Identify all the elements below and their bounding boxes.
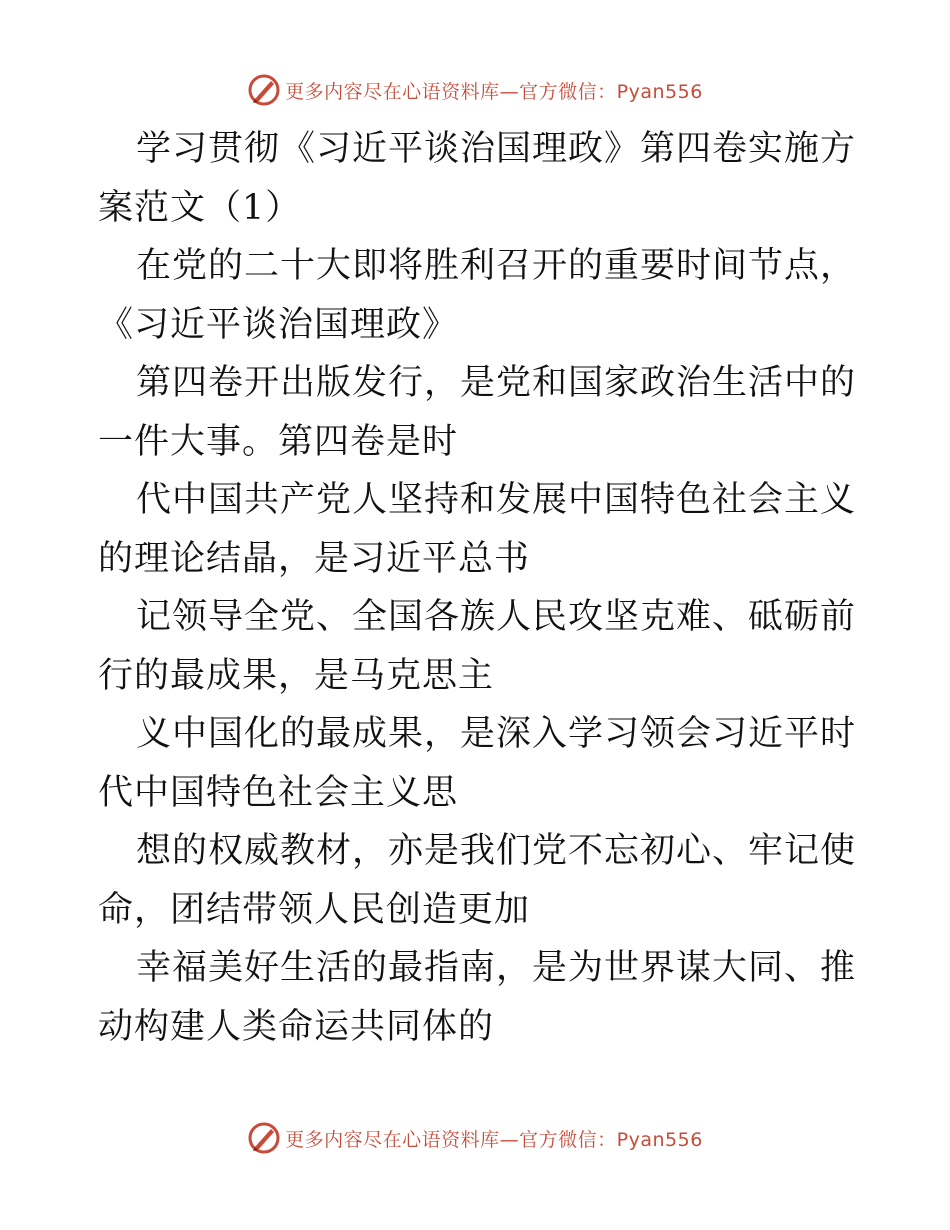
header-watermark-text: 更多内容尽在心语资料库—官方微信：Pyan556 — [285, 80, 703, 103]
header-watermark — [0, 70, 950, 110]
paragraph: 义中国化的最成果，是深入学习领会习近平时代中国特色社会主义思 — [98, 714, 857, 813]
paragraph: 幸福美好生活的最指南，是为世界谋大同、推动构建人类命运共同体的 — [98, 948, 857, 1047]
paragraph: 在党的二十大即将胜利召开的重要时间节点，《习近平谈治国理政》 — [98, 246, 857, 345]
paragraph: 代中国共产党人坚持和发展中国特色社会主义的理论结晶，是习近平总书 — [98, 480, 857, 579]
pen-logo-icon — [247, 73, 281, 107]
footer-watermark-text: 更多内容尽在心语资料库—官方微信：Pyan556 — [285, 1128, 703, 1151]
paragraph: 想的权威教材，亦是我们党不忘初心、牢记使命，团结带领人民创造更加 — [98, 831, 857, 930]
footer-watermark — [0, 1118, 950, 1158]
document-title: 学习贯彻《习近平谈治国理政》第四卷实施方案范文（1） — [98, 129, 857, 228]
paragraph: 第四卷开出版发行，是党和国家政治生活中的一件大事。第四卷是时 — [98, 363, 857, 462]
document-body — [98, 120, 858, 1056]
pen-logo-icon — [247, 1121, 281, 1155]
paragraph: 记领导全党、全国各族人民攻坚克难、砥砺前行的最成果，是马克思主 — [98, 597, 857, 696]
